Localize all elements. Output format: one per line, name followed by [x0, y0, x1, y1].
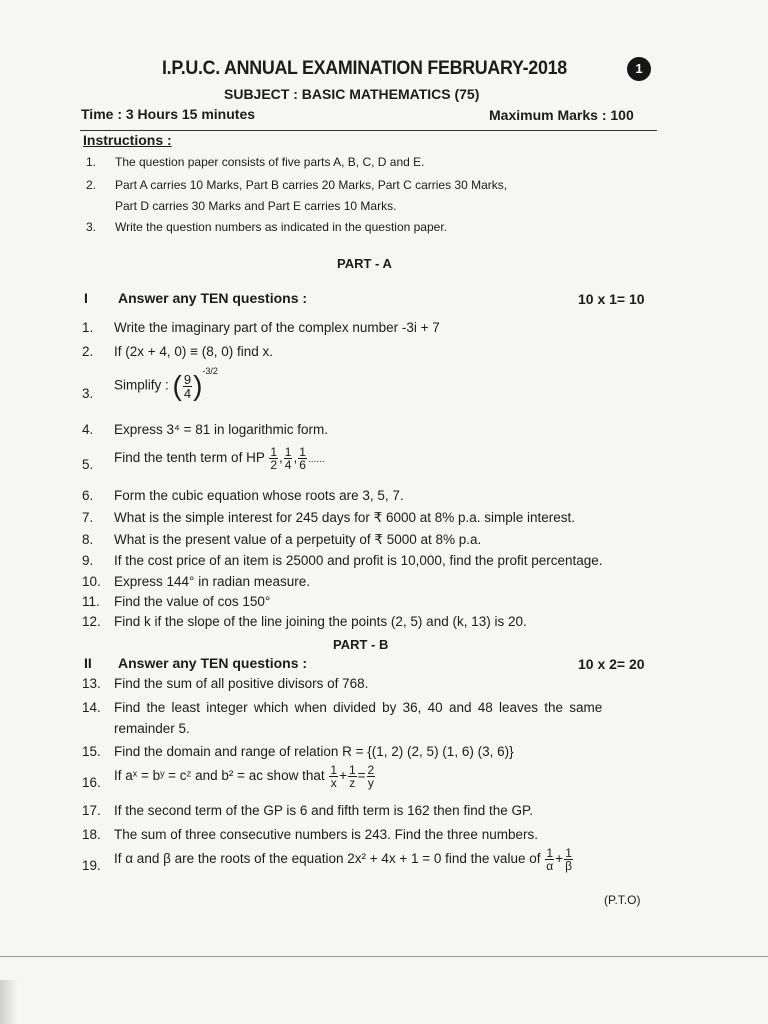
question-text: Write the imaginary part of the complex number -3i + 7 — [114, 320, 440, 335]
part-a-roman: I — [84, 290, 88, 306]
fraction-numerator: 2 — [367, 763, 375, 777]
question-text: What is the present value of a perpetuity of ₹ 5000 at 8% p.a. — [114, 532, 482, 547]
question-text: The sum of three consecutive numbers is 243. Find the three numbers. — [114, 827, 538, 842]
fraction-denominator: x — [330, 776, 337, 790]
part-a-title: PART - A — [337, 256, 392, 271]
part-b-title: PART - B — [333, 637, 389, 652]
exponent: -3/2 — [202, 366, 218, 377]
header-divider — [80, 130, 657, 131]
fraction — [298, 446, 307, 471]
fraction — [545, 847, 554, 872]
question-text: Find the domain and range of relation R = {(1, 2) (2, 5) (1, 6) (3, 6)} — [114, 744, 514, 759]
fraction-numerator: 1 — [565, 846, 572, 860]
fraction-numerator: 1 — [348, 763, 356, 777]
question-number: 16. — [82, 775, 101, 790]
question-number: 7. — [82, 510, 94, 525]
question-text: Express 144° in radian measure. — [114, 574, 311, 589]
question-number: 13. — [82, 676, 101, 691]
part-b-marks: 10 x 2= 20 — [578, 656, 645, 672]
fraction-numerator: 1 — [330, 763, 338, 777]
question-text: If (2x + 4, 0) ≡ (8, 0) find x. — [114, 344, 274, 359]
close-paren: ) — [193, 370, 203, 401]
question-text: Find the least integer which when divided by 36, 40 and 48 leaves the same — [114, 700, 603, 715]
part-a-marks: 10 x 1= 10 — [578, 291, 645, 307]
question-text: Find the value of cos 150° — [114, 594, 271, 609]
instruction-text: Part A carries 10 Marks, Part B carries 20 Marks, Part C carries 30 Marks, — [115, 178, 508, 192]
fraction — [329, 764, 338, 789]
question-text: Simplify : — [114, 377, 169, 393]
question-text: If α and β are the roots of the equation 2x² + 4x + 1 = 0 find the value of — [114, 851, 541, 867]
question-number: 15. — [82, 744, 101, 759]
fraction-numerator: 1 — [270, 445, 278, 459]
question-number: 12. — [82, 614, 101, 629]
fraction-denominator: 2 — [270, 458, 278, 472]
question-number: 3. — [82, 386, 94, 401]
question-item — [82, 368, 662, 412]
question-text: If the cost price of an item is 25000 and profit is 10,000, find the profit percentage. — [114, 553, 603, 568]
question-number: 5. — [82, 457, 94, 472]
fraction-numerator: 1 — [299, 445, 306, 459]
please-turn-over: (P.T.O) — [604, 893, 641, 907]
question-text: If the second term of the GP is 6 and fifth term is 162 then find the GP. — [114, 803, 533, 818]
fraction — [564, 847, 573, 872]
instruction-text: The question paper consists of five parts A, B, C, D and E. — [115, 155, 425, 169]
question-text: What is the simple interest for 245 days for ₹ 6000 at 8% p.a. simple interest. — [114, 510, 576, 525]
fraction-denominator: y — [367, 776, 374, 790]
fraction — [183, 373, 192, 400]
question-number: 2. — [82, 344, 94, 359]
question-number: 6. — [82, 488, 94, 503]
fraction-denominator: 6 — [299, 458, 306, 472]
question-text: remainder 5. — [114, 721, 190, 736]
ellipsis: ...... — [307, 454, 325, 466]
fraction-denominator: α — [546, 859, 554, 873]
fraction-denominator: z — [349, 776, 356, 790]
question-number: 17. — [82, 803, 101, 818]
part-b-roman: II — [84, 655, 92, 671]
question-text: Form the cubic equation whose roots are 3, 5, 7. — [114, 488, 404, 503]
fraction — [367, 764, 376, 789]
fraction — [269, 446, 278, 471]
part-a-instruction: Answer any TEN questions : — [118, 290, 308, 306]
part-b-instruction: Answer any TEN questions : — [118, 655, 308, 671]
question-text: Find the tenth term of HP — [114, 450, 265, 466]
question-item: 16. If aˣ = bʸ = cᶻ and b² = ac show that $\frac{1}{x}$ + $\frac{1}{z}$ = $\frac{2}{y}$ — [82, 763, 375, 790]
fraction — [284, 446, 293, 471]
question-number: 19. — [82, 858, 101, 873]
instruction-number: 1. — [86, 155, 97, 169]
question-item: 5. Find the tenth term of HP $\frac{1}{2}$ , $\frac{1}{4}$ , $\frac{1}{6}$ ...... — [82, 445, 325, 472]
open-paren: ( — [172, 370, 182, 401]
question-number: 4. — [82, 422, 94, 437]
question-number: 14. — [82, 700, 101, 715]
instruction-text: Part D carries 30 Marks and Part E carries 10 Marks. — [115, 199, 397, 213]
question-item: 19. If α and β are the roots of the equation 2x² + 4x + 1 = 0 find the value of $\frac{1}{\alpha}$ + $\frac{1}{\beta}$ — [82, 846, 572, 873]
maximum-marks: Maximum Marks : 100 — [489, 107, 634, 123]
question-text: If aˣ = bʸ = cᶻ and b² = ac show that — [114, 768, 325, 784]
fraction-numerator: 1 — [284, 445, 292, 459]
page-number-badge: 1 — [627, 57, 651, 81]
question-number: 18. — [82, 827, 101, 842]
scan-edge-shadow — [0, 980, 18, 1024]
question-number: 9. — [82, 553, 94, 568]
page-bottom-divider — [0, 956, 768, 957]
instruction-number: 2. — [86, 178, 97, 192]
instruction-number: 3. — [86, 220, 97, 234]
question-text: Find k if the slope of the line joining the points (2, 5) and (k, 13) is 20. — [114, 614, 527, 629]
fraction-numerator: 9 — [183, 371, 192, 387]
fraction — [348, 764, 357, 789]
question-text: Express 3⁴ = 81 in logarithmic form. — [114, 422, 329, 437]
question-number: 8. — [82, 532, 94, 547]
instruction-text: Write the question numbers as indicated in the question paper. — [115, 220, 447, 234]
question-number: 10. — [82, 574, 101, 589]
question-number: 11. — [82, 594, 100, 609]
subject-line: SUBJECT : BASIC MATHEMATICS (75) — [224, 86, 480, 102]
fraction-denominator: 4 — [183, 385, 192, 401]
question-text: Find the sum of all positive divisors of 768. — [114, 676, 369, 691]
fraction-numerator: 1 — [546, 846, 554, 860]
question-number: 1. — [82, 320, 94, 335]
instructions-heading: Instructions : — [83, 132, 172, 148]
fraction-denominator: β — [565, 859, 572, 873]
exam-title: I.P.U.C. ANNUAL EXAMINATION FEBRUARY-2018 — [162, 58, 567, 79]
time-allowed: Time : 3 Hours 15 minutes — [81, 106, 256, 122]
fraction-denominator: 4 — [284, 458, 292, 472]
